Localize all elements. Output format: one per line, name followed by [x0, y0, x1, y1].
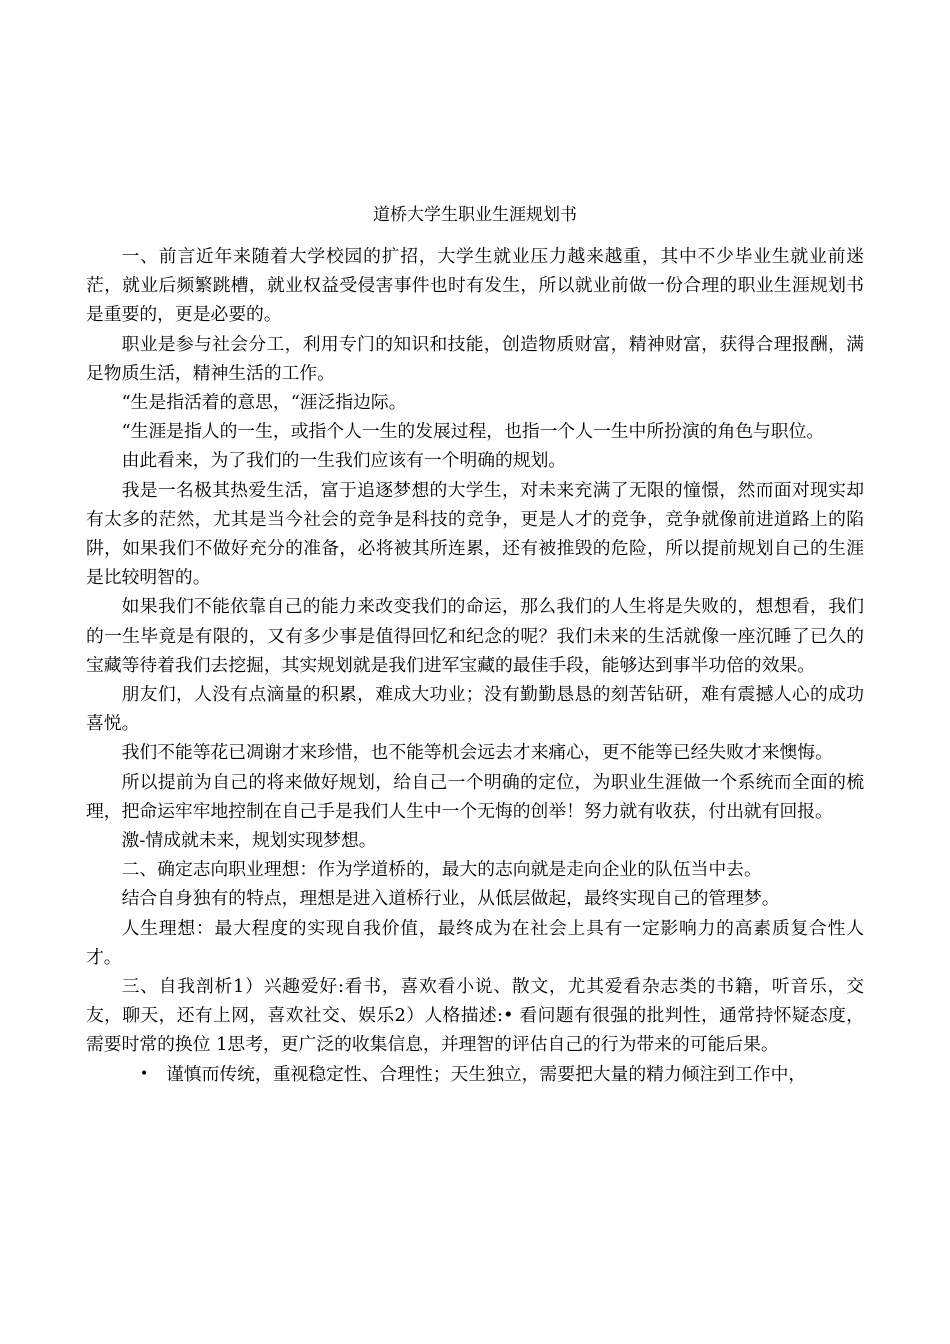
paragraph-section-two: 二、确定志向职业理想：作为学道桥的，最大的志向就是走向企业的队伍当中去。 [121, 859, 762, 881]
paragraph-preface: 一、前言近年来随着大学校园的扩招，大学生就业压力越来越重，其中不少毕业生就业前迷茫，就业后频繁跳槽，就业权益受侵害事件也时有发生，所以就业前做一份合理的职业生涯规划书是重要的，更是必要的。 [86, 246, 864, 326]
bullet-text: 谨慎而传统，重视稳定性、合理性；天生独立，需要把大量的精力倾注到工作中， [166, 1063, 807, 1085]
paragraph-sheng-meaning: “生是指活着的意思，“涯泛指边际。 [121, 392, 407, 414]
paragraph-ideal: 结合自身独有的特点，理想是进入道桥行业，从低层做起，最终实现自己的管理梦。 [121, 888, 780, 910]
paragraph-shengya-meaning: “生涯是指人的一生，或指个人一生的发展过程，也指一个人一生中所扮演的角色与职位。 [121, 421, 825, 443]
paragraph-section-three: 三、自我剖析1）兴趣爱好:看书，喜欢看小说、散文，尤其爱看杂志类的书籍，听音乐，交友，聊天，还有上网，喜欢社交、娱乐2）人格描述:• 看问题有很强的批判性，通常持怀疑态度，需要时常的换位 1思考，更广泛的收集信息，并理智的评估自己的行为带来的可能后果。 [86, 976, 864, 1056]
paragraph-friends: 朋友们，人没有点滴量的积累，难成大功业；没有勤勤恳恳的刻苦钻研，难有震撼人心的成功喜悦。 [86, 684, 864, 735]
paragraph-plan-ahead: 所以提前为自己的将来做好规划，给自己一个明确的定位，为职业生涯做一个系统而全面的梳理，把命运牢牢地控制在自己手是我们人生中一个无悔的创举！努力就有收获，付出就有回报。 [86, 771, 864, 822]
paragraph-fate: 如果我们不能依靠自己的能力来改变我们的命运，那么我们的人生将是失败的，想想看，我们的一生毕竟是有限的，又有多少事是值得回忆和纪念的呢？我们未来的生活就像一座沉睡了已久的宝藏等待着我们去挖掘，其实规划就是我们进军宝藏的最佳手段，能够达到事半功倍的效果。 [86, 596, 864, 676]
document-body [86, 242, 864, 1089]
bullet-item [86, 1060, 864, 1089]
paragraph-life-ideal: 人生理想：最大程度的实现自我价值，最终成为在社会上具有一定影响力的高素质复合性人才。 [86, 917, 864, 968]
bullet-mark: • [140, 1065, 149, 1082]
paragraph-conclusion: 由此看来，为了我们的一生我们应该有一个明确的规划。 [121, 450, 567, 472]
paragraph-self-intro: 我是一名极其热爱生活，富于追逐梦想的大学生，对未来充满了无限的憧憬，然而面对现实却有太多的茫然，尤其是当今社会的竞争是科技的竞争，更是人才的竞争，竞争就像前进道路上的陷阱，如果我们不做好充分的准备，必将被其所连累，还有被推毁的危险，所以提前规划自己的生涯是比较明智的。 [86, 479, 864, 589]
document-title: 道桥大学生职业生涯规划书 [373, 205, 577, 225]
paragraph-motto: 激-情成就未来，规划实现梦想。 [121, 830, 377, 852]
paragraph-cherish: 我们不能等花已凋谢才来珍惜，也不能等机会远去才来痛心，更不能等已经失败才来懊悔。 [121, 742, 833, 764]
paragraph-career-definition: 职业是参与社会分工，利用专门的知识和技能，创造物质财富，精神财富，获得合理报酬，满足物质生活，精神生活的工作。 [86, 333, 864, 384]
